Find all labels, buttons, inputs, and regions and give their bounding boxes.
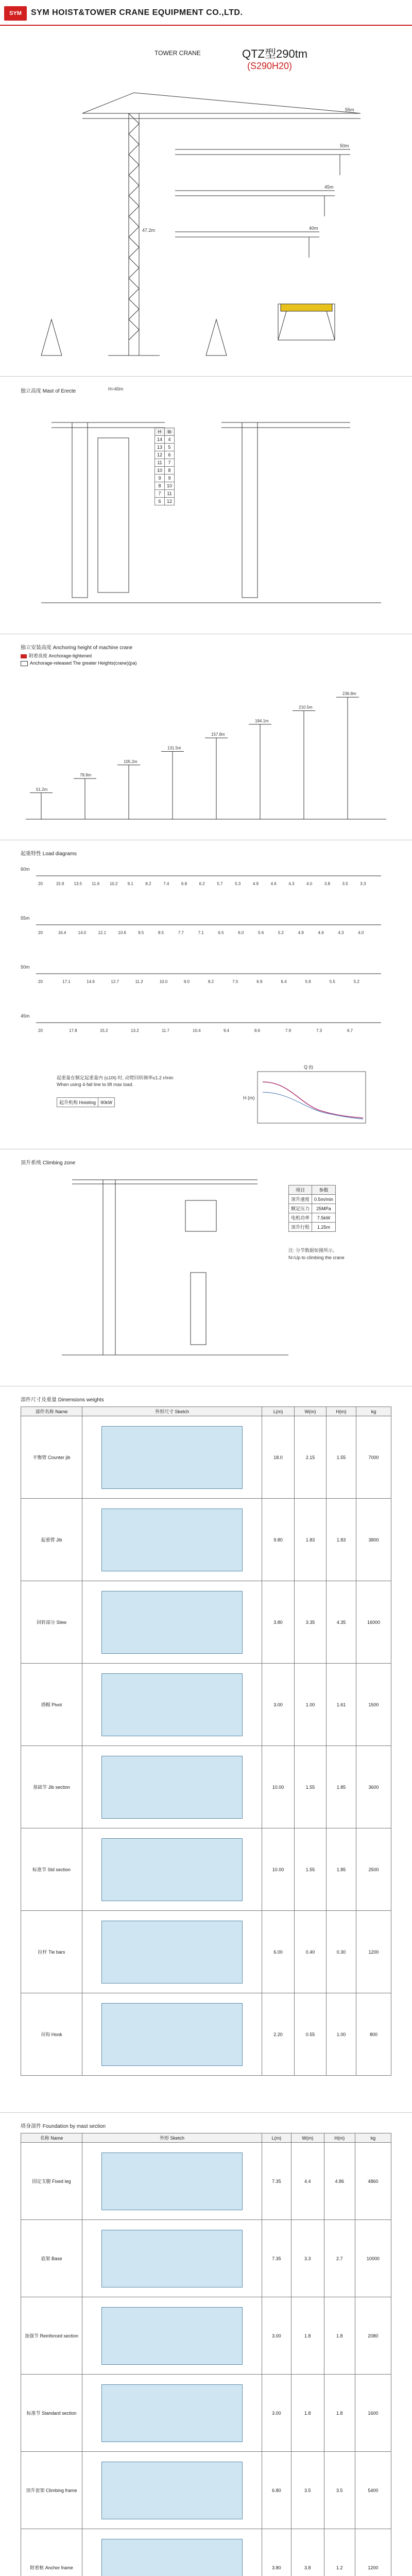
jib-length-4: 40m bbox=[309, 226, 318, 231]
load-value: 5.2 bbox=[278, 930, 284, 935]
table-cell: 12 bbox=[165, 498, 175, 505]
table-row bbox=[21, 2220, 391, 2297]
table-cell: 4.86 bbox=[324, 2143, 355, 2220]
table-cell: 0.55 bbox=[295, 1993, 327, 2076]
table-row bbox=[155, 474, 175, 482]
load-value: 7.3 bbox=[316, 1028, 322, 1033]
table-cell: 5400 bbox=[355, 2452, 391, 2529]
climbing-footnote: 注: 分节数据如图所示。 bbox=[288, 1248, 338, 1253]
foundation-section-label: 塔身部件 Foundation by mast section bbox=[21, 2124, 106, 2129]
table-head-cell: 项目 bbox=[289, 1185, 312, 1195]
load-value: 7.7 bbox=[178, 930, 184, 935]
load-chart-ylabel: H (m) bbox=[243, 1095, 255, 1100]
table-head-cell: H(m) bbox=[326, 1407, 356, 1416]
load-value: 5.6 bbox=[258, 930, 264, 935]
climbing-table-header bbox=[289, 1185, 336, 1195]
table-row bbox=[155, 436, 175, 444]
table-cell: 6 bbox=[155, 498, 165, 505]
component-shape bbox=[101, 1426, 243, 1489]
load-value: 17.1 bbox=[62, 979, 71, 984]
table-cell: 9 bbox=[155, 474, 165, 482]
table-head-cell: 参数 bbox=[312, 1185, 336, 1195]
table-cell: 9.80 bbox=[262, 1499, 295, 1581]
component-name: 附着框 Anchor frame bbox=[21, 2529, 82, 2576]
table-cell: 800 bbox=[356, 1993, 391, 2076]
table-cell: 5 bbox=[165, 444, 175, 451]
table-cell: 顶升行程 bbox=[289, 1223, 312, 1232]
table-cell: 16000 bbox=[356, 1581, 391, 1664]
mast-legend: H=40m bbox=[108, 386, 124, 392]
load-value: 13.2 bbox=[131, 1028, 139, 1033]
table-cell: 7000 bbox=[356, 1416, 391, 1499]
table-cell: 1.61 bbox=[326, 1664, 356, 1746]
table-cell: 1.2 bbox=[324, 2529, 355, 2576]
component-shape bbox=[101, 1921, 243, 1984]
load-value: 7.5 bbox=[232, 979, 238, 984]
dimensions-table bbox=[21, 1406, 391, 2076]
table-cell: 1200 bbox=[355, 2529, 391, 2576]
table-cell: 电机功率 bbox=[289, 1213, 312, 1223]
load-chart-title: Q (t) bbox=[304, 1064, 313, 1070]
table-row bbox=[155, 444, 175, 451]
table-cell: 13 bbox=[155, 444, 165, 451]
divider-1 bbox=[0, 376, 412, 377]
table-head-cell: 外形 Sketch bbox=[82, 2133, 262, 2143]
erection-bar-label: 157.8m bbox=[211, 732, 225, 737]
load-value: 13.5 bbox=[74, 882, 82, 886]
component-sketch bbox=[82, 1581, 262, 1664]
load-value: 15.9 bbox=[56, 882, 64, 886]
load-value: 3.5 bbox=[342, 882, 348, 886]
component-shape bbox=[101, 2307, 243, 2365]
doc-title: TOWER CRANE bbox=[154, 49, 201, 57]
component-sketch bbox=[82, 2452, 262, 2529]
table-cell: 1.55 bbox=[295, 1746, 327, 1828]
load-curve-frame bbox=[258, 1072, 366, 1123]
table-cell: 3.5 bbox=[324, 2452, 355, 2529]
load-value: 16.4 bbox=[58, 930, 66, 935]
load-value: 6.2 bbox=[199, 882, 205, 886]
page-header bbox=[0, 0, 412, 31]
component-name: 平衡臂 Counter jib bbox=[21, 1416, 82, 1499]
height-col-tb: tb bbox=[165, 428, 175, 436]
load-value: 15.2 bbox=[100, 1028, 108, 1033]
load-value: 10.6 bbox=[118, 930, 126, 935]
table-head-cell: kg bbox=[356, 1407, 391, 1416]
component-name: 加强节 Reinforced section bbox=[21, 2297, 82, 2375]
table-cell: 1.83 bbox=[295, 1499, 327, 1581]
load-value: 5.9 bbox=[305, 979, 311, 984]
load-value: 10.0 bbox=[159, 979, 168, 984]
table-cell: 3.8 bbox=[291, 2529, 324, 2576]
component-name: 标准节 Std section bbox=[21, 1828, 82, 1911]
table-row bbox=[289, 1223, 336, 1232]
component-shape bbox=[101, 2230, 243, 2287]
component-name: 拉杆 Tie bars bbox=[21, 1911, 82, 1993]
erection-bar-label: 105.2m bbox=[124, 759, 138, 764]
table-cell: 3.35 bbox=[295, 1581, 327, 1664]
erection-bar-label: 184.1m bbox=[255, 718, 269, 723]
divider-6 bbox=[0, 2112, 412, 2113]
load-value: 12.7 bbox=[111, 979, 119, 984]
load-value: 10.4 bbox=[193, 1028, 201, 1033]
table-cell: 1500 bbox=[356, 1664, 391, 1746]
load-curve-line-2 bbox=[263, 1092, 363, 1119]
load-value: 5.7 bbox=[217, 882, 223, 886]
component-shape bbox=[101, 1673, 243, 1736]
load-value: 11.2 bbox=[135, 979, 143, 984]
table-row bbox=[155, 459, 175, 467]
overview-height: 47.2m bbox=[142, 228, 156, 233]
load-value: 20 bbox=[38, 979, 43, 984]
load-value: 11.7 bbox=[162, 1028, 169, 1033]
table-row bbox=[21, 1581, 391, 1664]
table-row bbox=[289, 1213, 336, 1223]
erection-bar-label: 236.8m bbox=[342, 691, 356, 697]
erection-legend-a bbox=[21, 652, 92, 659]
component-sketch bbox=[82, 1746, 262, 1828]
hoist-note: 起重量在额定起重量内 (≤10t) 时, 动臂回转频率≤1.2 r/min bbox=[57, 1075, 174, 1080]
table-cell: 3.00 bbox=[262, 2375, 291, 2452]
component-sketch bbox=[82, 1911, 262, 1993]
table-cell: 8 bbox=[165, 467, 175, 474]
component-name: 固定支腿 Fixed leg bbox=[21, 2143, 82, 2220]
table-cell: 3600 bbox=[356, 1746, 391, 1828]
component-shape bbox=[101, 2153, 243, 2210]
component-name: 顶升套架 Climbing frame bbox=[21, 2452, 82, 2529]
table-cell: 4 bbox=[165, 436, 175, 444]
component-shape bbox=[101, 2003, 243, 2066]
component-sketch bbox=[82, 2143, 262, 2220]
company-logo: SYM bbox=[4, 6, 27, 21]
gantry-beam bbox=[281, 304, 332, 311]
load-value: 4.9 bbox=[252, 882, 259, 886]
jib-length-3: 45m bbox=[324, 184, 334, 190]
load-row-jib: 50m bbox=[21, 964, 30, 970]
speed-note: When using 4-fall line to lift max load. bbox=[57, 1082, 134, 1087]
table-cell: 1.8 bbox=[324, 2297, 355, 2375]
table-head-cell: kg bbox=[355, 2133, 391, 2143]
component-sketch bbox=[82, 1828, 262, 1911]
component-sketch bbox=[82, 2220, 262, 2297]
table-row bbox=[21, 1993, 391, 2076]
table-row bbox=[289, 1195, 336, 1204]
table-row bbox=[155, 467, 175, 474]
load-value: 8.5 bbox=[158, 930, 164, 935]
table-row bbox=[155, 498, 175, 505]
height-table-header bbox=[155, 428, 175, 436]
load-value: 6.0 bbox=[238, 930, 244, 935]
table-cell: 0.5m/min bbox=[312, 1195, 336, 1204]
table-cell: 8 bbox=[155, 482, 165, 490]
load-value: 14.0 bbox=[78, 930, 87, 935]
component-name: 底架 Base bbox=[21, 2220, 82, 2297]
load-value: 3.8 bbox=[324, 882, 330, 886]
load-value: 8.2 bbox=[208, 979, 214, 984]
component-name: 塔帽 Pivot bbox=[21, 1664, 82, 1746]
table-cell: 9 bbox=[165, 474, 175, 482]
table-cell: 10.00 bbox=[262, 1746, 295, 1828]
hoisting-value: 90kW bbox=[98, 1098, 115, 1107]
table-cell: 顶升速度 bbox=[289, 1195, 312, 1204]
table-cell: 3.80 bbox=[262, 1581, 295, 1664]
table-row bbox=[21, 1416, 391, 1499]
table-cell: 1.25m bbox=[312, 1223, 336, 1232]
table-cell: 10 bbox=[165, 482, 175, 490]
load-value: 5.5 bbox=[329, 979, 335, 984]
table-row bbox=[21, 2375, 391, 2452]
table-cell: 3.5 bbox=[291, 2452, 324, 2529]
table-cell: 2080 bbox=[355, 2297, 391, 2375]
table-header bbox=[21, 2133, 391, 2143]
table-row bbox=[21, 1499, 391, 1581]
table-header bbox=[21, 1407, 391, 1416]
load-value: 11.6 bbox=[92, 882, 100, 886]
table-cell: 12 bbox=[155, 451, 165, 459]
table-row bbox=[21, 2529, 391, 2576]
table-cell: 1.00 bbox=[326, 1993, 356, 2076]
table-cell: 1.8 bbox=[291, 2375, 324, 2452]
load-value: 4.6 bbox=[270, 882, 277, 886]
climbing-table bbox=[288, 1185, 336, 1232]
foundation-table bbox=[21, 2133, 391, 2576]
table-cell: 18.0 bbox=[262, 1416, 295, 1499]
table-cell: 0.30 bbox=[326, 1911, 356, 1993]
component-sketch bbox=[82, 1416, 262, 1499]
load-value: 20 bbox=[38, 1028, 43, 1033]
table-row bbox=[21, 2143, 391, 2220]
legend-swatch-red bbox=[21, 654, 27, 658]
height-col-h: H bbox=[155, 428, 165, 436]
table-row bbox=[21, 1664, 391, 1746]
table-cell: 4860 bbox=[355, 2143, 391, 2220]
table-row bbox=[289, 1204, 336, 1213]
mast-drawings bbox=[21, 402, 391, 618]
load-value: 4.0 bbox=[306, 882, 313, 886]
component-sketch bbox=[82, 1993, 262, 2076]
table-cell: 1200 bbox=[356, 1911, 391, 1993]
table-cell: 1.85 bbox=[326, 1746, 356, 1828]
table-cell: 7.35 bbox=[262, 2220, 291, 2297]
erection-legend-b bbox=[21, 660, 136, 666]
table-row bbox=[21, 1911, 391, 1993]
table-cell: 7.5kW bbox=[312, 1213, 336, 1223]
load-value: 20 bbox=[38, 930, 43, 935]
table-cell: 7.35 bbox=[262, 2143, 291, 2220]
table-head-cell: L(m) bbox=[262, 1407, 295, 1416]
component-name: 吊钩 Hook bbox=[21, 1993, 82, 2076]
component-sketch bbox=[82, 2375, 262, 2452]
table-cell: 1.85 bbox=[326, 1828, 356, 1911]
table-row bbox=[155, 490, 175, 498]
component-sketch bbox=[82, 2529, 262, 2576]
load-diagrams bbox=[21, 860, 391, 1066]
table-row bbox=[21, 1746, 391, 1828]
component-sketch bbox=[82, 1664, 262, 1746]
load-value: 5.3 bbox=[235, 882, 241, 886]
table-row bbox=[57, 1098, 115, 1107]
company-name: SYM HOIST&TOWER CRANE EQUIPMENT CO.,LTD. bbox=[31, 8, 243, 17]
legend-text: Anchorage-released The greater Heights(crane)(pa) bbox=[30, 660, 137, 666]
erection-section-label: 独立安装高度 Anchoring height of machine crane bbox=[21, 645, 133, 651]
table-row bbox=[21, 2297, 391, 2375]
overview-drawing bbox=[21, 77, 391, 366]
height-table bbox=[154, 428, 175, 505]
load-value: 6.4 bbox=[281, 979, 287, 984]
table-cell: 1.83 bbox=[326, 1499, 356, 1581]
table-cell: 6 bbox=[165, 451, 175, 459]
component-name: 回转部分 Slew bbox=[21, 1581, 82, 1664]
table-head-cell: 部件名称 Name bbox=[21, 1407, 82, 1416]
mast-section-label: 独立高度 Mast of Erecte bbox=[21, 388, 76, 394]
load-value: 8.2 bbox=[145, 882, 151, 886]
erection-bar-label: 78.9m bbox=[80, 773, 92, 778]
table-cell: 3.3 bbox=[291, 2220, 324, 2297]
component-name: 基础节 Jib section bbox=[21, 1746, 82, 1828]
header-rule bbox=[0, 25, 412, 26]
model-code: (S290H20) bbox=[247, 61, 293, 71]
table-cell: 3.80 bbox=[262, 2529, 291, 2576]
load-value: 8.6 bbox=[254, 1028, 261, 1033]
table-cell: 6.80 bbox=[262, 2452, 291, 2529]
table-head-cell: H(m) bbox=[324, 2133, 355, 2143]
table-row bbox=[155, 482, 175, 490]
table-cell: 4.35 bbox=[326, 1581, 356, 1664]
table-head-cell: W(m) bbox=[295, 1407, 327, 1416]
dimensions-section-label: 部件尺寸及重量 Dimensions weights bbox=[21, 1397, 104, 1403]
load-value: 10.2 bbox=[109, 882, 118, 886]
erection-bars bbox=[21, 675, 391, 829]
table-cell: 7 bbox=[155, 490, 165, 498]
table-cell: 10.00 bbox=[262, 1828, 295, 1911]
table-cell: 1.55 bbox=[326, 1416, 356, 1499]
component-shape bbox=[101, 2539, 243, 2576]
load-value: 7.1 bbox=[198, 930, 204, 935]
table-cell: 0.40 bbox=[295, 1911, 327, 1993]
legend-swatch-white bbox=[21, 661, 28, 666]
load-row-jib: 60m bbox=[21, 867, 30, 872]
component-shape bbox=[101, 1591, 243, 1654]
table-head-cell: 名称 Name bbox=[21, 2133, 82, 2143]
component-sketch bbox=[82, 1499, 262, 1581]
component-name: 起重臂 Jib bbox=[21, 1499, 82, 1581]
table-cell: 14 bbox=[155, 436, 165, 444]
component-name: 标准节 Standard section bbox=[21, 2375, 82, 2452]
climbing-section-label: 顶升系统 Climbing zone bbox=[21, 1160, 76, 1166]
table-cell: 2.20 bbox=[262, 1993, 295, 2076]
table-head-cell: 外形尺寸 Sketch bbox=[82, 1407, 262, 1416]
table-cell: 2.15 bbox=[295, 1416, 327, 1499]
load-value: 6.9 bbox=[256, 979, 263, 984]
table-cell: 1.00 bbox=[295, 1664, 327, 1746]
component-shape bbox=[101, 1838, 243, 1901]
load-value: 20 bbox=[38, 882, 43, 886]
component-sketch bbox=[82, 2297, 262, 2375]
table-cell: 3.00 bbox=[262, 2297, 291, 2375]
load-section-label: 起重特性 Load diagrams bbox=[21, 851, 77, 857]
hoisting-label: 起升机构 Hoisting bbox=[57, 1098, 98, 1107]
load-row-jib: 45m bbox=[21, 1013, 30, 1019]
table-cell: 1.55 bbox=[295, 1828, 327, 1911]
component-shape bbox=[101, 1509, 243, 1571]
load-value: 4.6 bbox=[318, 930, 324, 935]
erection-bar-label: 210.5m bbox=[299, 705, 313, 710]
load-value: 9.0 bbox=[183, 979, 190, 984]
table-cell: 25MPa bbox=[312, 1204, 336, 1213]
table-cell: 2.7 bbox=[324, 2220, 355, 2297]
climbing-footnote-2: N=Up to climbing the crane bbox=[288, 1255, 345, 1260]
table-cell: 1600 bbox=[355, 2375, 391, 2452]
load-row-jib: 55m bbox=[21, 916, 30, 921]
load-value: 6.8 bbox=[181, 882, 187, 886]
table-row bbox=[155, 451, 175, 459]
load-value: 4.3 bbox=[288, 882, 295, 886]
table-cell: 6.00 bbox=[262, 1911, 295, 1993]
table-row bbox=[21, 2452, 391, 2529]
component-shape bbox=[101, 2384, 243, 2442]
erection-bar-label: 131.5m bbox=[167, 745, 181, 751]
table-cell: 3800 bbox=[356, 1499, 391, 1581]
load-value: 6.5 bbox=[218, 930, 224, 935]
table-cell: 2500 bbox=[356, 1828, 391, 1911]
table-cell: 额定压力 bbox=[289, 1204, 312, 1213]
load-value: 7.4 bbox=[163, 882, 169, 886]
table-cell: 10 bbox=[155, 467, 165, 474]
load-value: 14.6 bbox=[87, 979, 95, 984]
table-cell: 1.8 bbox=[291, 2297, 324, 2375]
load-value: 9.1 bbox=[127, 882, 133, 886]
hoisting-table bbox=[57, 1097, 115, 1107]
load-value: 4.0 bbox=[358, 930, 364, 935]
jib-length-2: 50m bbox=[340, 143, 349, 148]
table-cell: 1.8 bbox=[324, 2375, 355, 2452]
legend-text: 附着高度 Anchorage-tightened bbox=[29, 653, 92, 658]
jib-length-1: 55m bbox=[345, 107, 354, 112]
load-value: 12.1 bbox=[98, 930, 107, 935]
load-value: 6.7 bbox=[347, 1028, 353, 1033]
load-value: 9.5 bbox=[138, 930, 144, 935]
table-cell: 10000 bbox=[355, 2220, 391, 2297]
erection-bar-label: 51.2m bbox=[36, 787, 48, 792]
table-row bbox=[21, 1828, 391, 1911]
load-value: 5.2 bbox=[353, 979, 359, 984]
load-curve-line bbox=[263, 1082, 363, 1118]
load-value: 7.9 bbox=[285, 1028, 291, 1033]
table-cell: 3.00 bbox=[262, 1664, 295, 1746]
component-shape bbox=[101, 1756, 243, 1819]
load-curve-chart bbox=[242, 1061, 376, 1133]
load-value: 4.3 bbox=[338, 930, 344, 935]
component-shape bbox=[101, 2462, 243, 2519]
table-cell: 4.4 bbox=[291, 2143, 324, 2220]
load-value: 3.3 bbox=[360, 882, 366, 886]
table-cell: 7 bbox=[165, 459, 175, 467]
load-value: 9.4 bbox=[224, 1028, 230, 1033]
table-head-cell: L(m) bbox=[262, 2133, 291, 2143]
table-cell: 11 bbox=[165, 490, 175, 498]
table-head-cell: W(m) bbox=[291, 2133, 324, 2143]
model-name: QTZ型290tm bbox=[242, 47, 308, 60]
load-value: 4.9 bbox=[298, 930, 304, 935]
load-value: 17.8 bbox=[69, 1028, 77, 1033]
table-cell: 11 bbox=[155, 459, 165, 467]
